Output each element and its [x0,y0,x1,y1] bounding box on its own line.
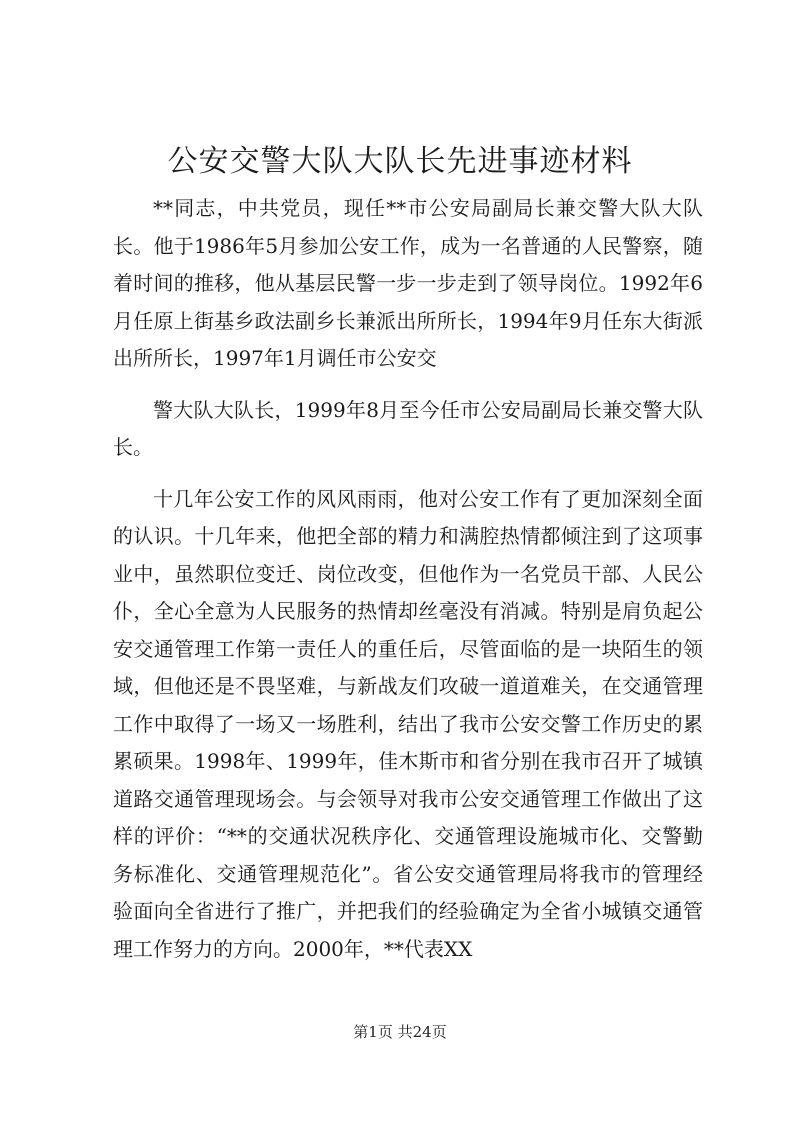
document-title: 公安交警大队大队长先进事迹材料 [167,144,633,179]
paragraph-3: 十几年公安工作的风风雨雨，他对公安工作有了更加深刻全面的认识。十几年来，他把全部的精力和满腔热情都倾注到了这项事业中，虽然职位变迁、岗位改变，但他作为一名党员干部、人民公仆，全心全意为人民服务的热情却丝毫没有消减。特别是肩负起公安交通管理工作第一责任人的重任后，尽管面临的是一块陌生的领域，但他还是不畏坚难，与新战友们攻破一道道难关，在交通管理工作中取得了一场又一场胜利，结出了我市公安交警工作历史的累累硕果。1998年、1999年，佳木斯市和省分别在我市召开了城镇道路交通管理现场会。与会领导对我市公安交通管理工作做出了这样的评价：“**的交通状况秩序化、交通管理设施城市化、交警勤务标准化、交通管理规范化”。省公安交通管理局将我市的管理经验面向全省进行了推广，并把我们的经验确定为全省小城镇交通管理工作努力的方向。2000年，**代表XX [113,486,703,961]
page-footer: 第1页 共24页 [353,1023,447,1041]
paragraph-2: 警大队大队长，1999年8月至今任市公安局副局长兼交警大队长。 [113,397,703,459]
paragraph-1: **同志，中共党员，现任**市公安局副局长兼交警大队大队长。他于1986年5月参加公安工作，成为一名普通的人民警察，随着时间的推移，他从基层民警一步一步走到了领导岗位。1992年6月任原上街基乡政法副乡长兼派出所所长，1994年9月任东大街派出所所长，1997年1月调任市公安交 [113,196,703,370]
document-body [113,190,703,968]
